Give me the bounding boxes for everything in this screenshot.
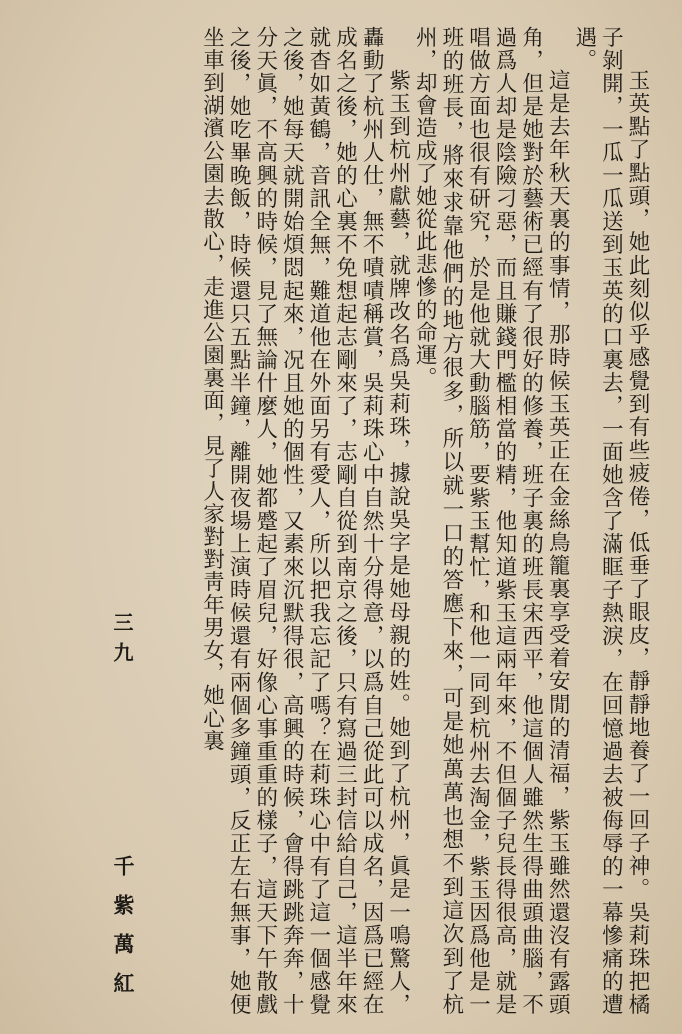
page-number: 三九 (110, 612, 134, 672)
paragraph-2: 這是去年秋天裏的事情，那時候玉英正在金絲鳥籠裏享受着安閒的清福，紫玉雖然還沒有露頭角，但是她對於藝術已經有了很好的修養，班子裏的班長宋西平，他這個人雖然生得曲頭曲腦，不過爲人却是陰險刁惡，而且賺錢門檻相當的精，他知道紫玉這兩年來，不但個子兒長得很高，就是唱做方面也很有研究，於是他就大動腦筋，要紫玉幫忙，和他一同到杭州去淘金，紫玉因爲他是一班的班長，將來求靠他們的地方很多，所以就一口的答應下來，可是她萬萬也想不到這次到了杭州，却會造成了她從此悲慘的命運。 (412, 26, 571, 1016)
paragraph-1: 玉英點了點頭，她此刻似乎感覺到有些疲倦，低垂了眼皮，靜靜地養了一回子神。吳莉珠把橘子剝開，一瓜一瓜送到玉英的口裏去，一面她含了滿眶子熱淚，在回憶過去被侮辱的一幕慘痛的遭遇。 (571, 26, 650, 1016)
running-title: 千紫萬紅 (111, 855, 136, 1011)
paragraph-3: 紫玉到杭州獻藝，就牌改名爲吳莉珠，據說吳字是她母親的姓。她到了杭州，眞是一鳴驚人，轟動了杭州人仕，無不嘖嘖稱賞，吳莉珠心中自然十分得意，以爲自己從此可以成名，因爲已經在成名之後，她的心裏不免想起志剛來了，志剛自從到南京之後，只有寫過三封信給自己，這半年來就杳如黃鶴，音訊全無，難道他在外面另有愛人，所以把我忘記了嗎？在莉珠心中有了這一個感覺之後，她每天就開始煩悶起來，况且她的個性，又素來沉默得很，高興的時候，會得跳跳奔奔，十分天眞，不高興的時候，見了無論什麼人，她都蹙起了眉兒，好像心事重重的樣子，這天下午散戲之後，她吃畢晚飯，時候還只五點半鐘，離開夜場上演時候還有兩個多鐘頭，反正左右無事，她便坐車到湖濱公園去散心，走進公園裏面，見了人家對對靑年男女，她心裏 (199, 26, 411, 1016)
body-text (175, 26, 650, 1016)
